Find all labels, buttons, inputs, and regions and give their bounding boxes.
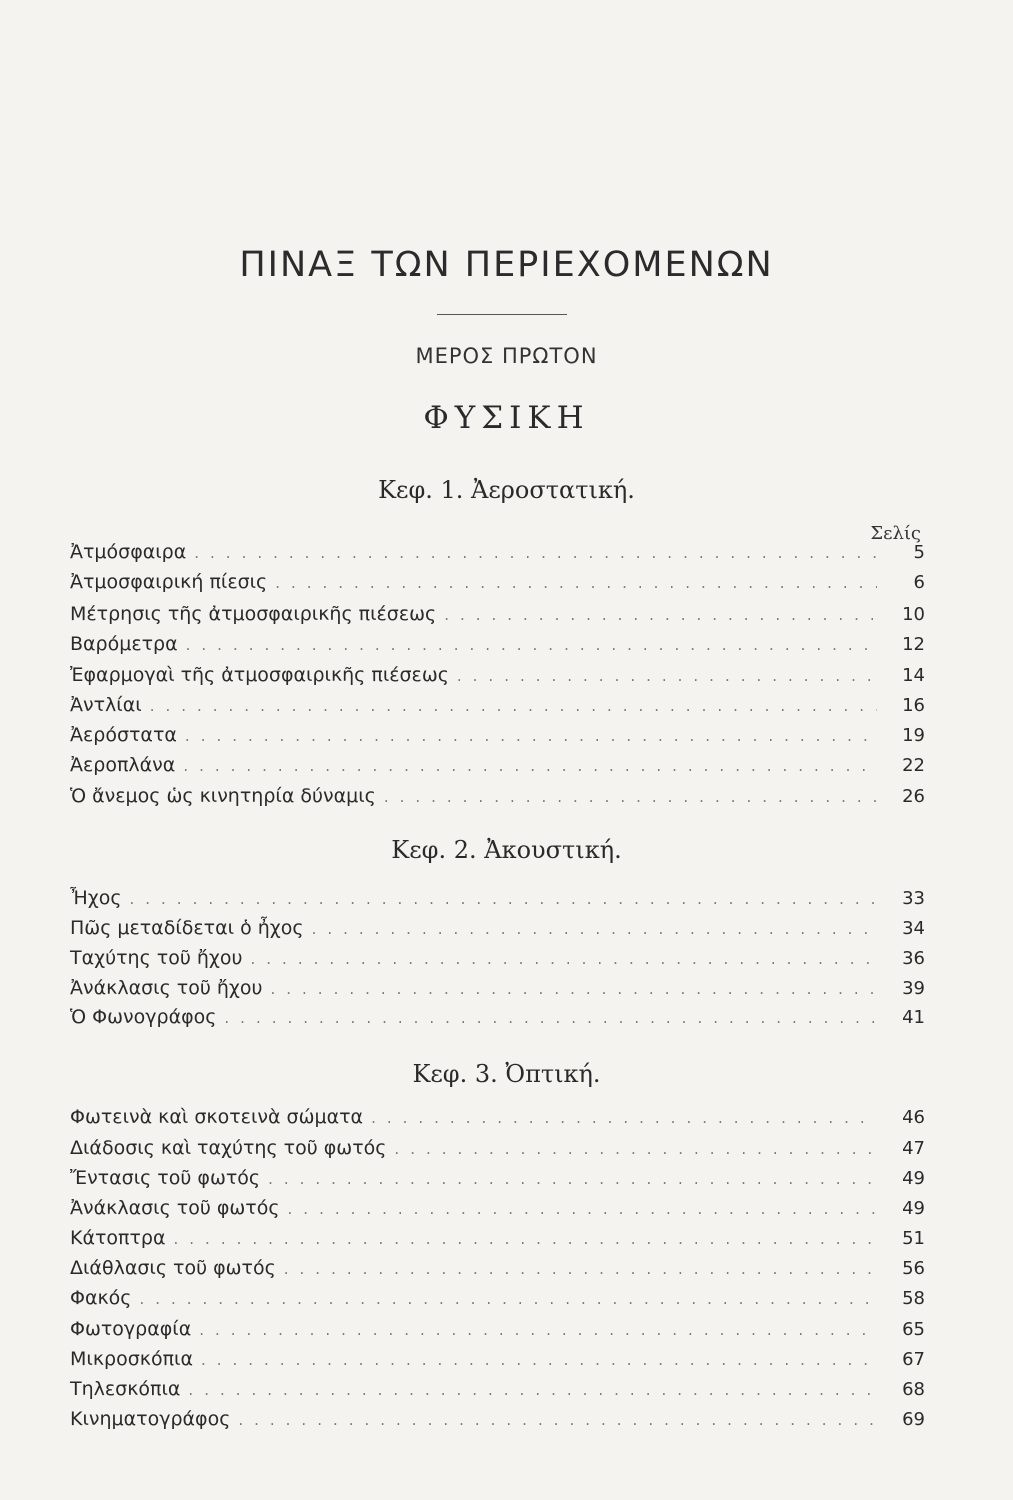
toc-entry	[70, 724, 925, 754]
entry-page: 47	[902, 1138, 925, 1159]
leader-dots	[444, 606, 877, 624]
toc-entry	[70, 754, 925, 784]
subject-title: ΦΥΣΙΚΗ	[423, 400, 590, 436]
toc-entry	[70, 1227, 925, 1257]
entry-label: Ἦχος	[70, 887, 122, 909]
entry-label: Φακός	[70, 1287, 132, 1309]
leader-dots	[284, 1260, 877, 1278]
toc-entry	[70, 887, 925, 917]
entry-page: 58	[902, 1288, 925, 1309]
toc-entry	[70, 977, 925, 1007]
entry-label: Ὁ ἄνεμος ὡς κινητηρία δύναμις	[70, 785, 376, 807]
entry-label: Ἐφαρμογαὶ τῆς ἀτμοσφαιρικῆς πιέσεως	[70, 664, 449, 686]
entry-label: Ἀνάκλασις τοῦ φωτός	[70, 1197, 280, 1219]
toc-entry	[70, 1378, 925, 1408]
toc-entry	[70, 1006, 925, 1036]
chapter-title-2: Κεφ. 2. Ἀκουστική.	[391, 836, 622, 864]
leader-dots	[394, 1140, 877, 1158]
entry-page: 56	[902, 1258, 925, 1279]
leader-dots	[275, 574, 877, 592]
toc-entry	[70, 664, 925, 694]
entry-page: 5	[913, 542, 925, 563]
entry-label: Ὁ Φωνογράφος	[70, 1006, 217, 1028]
entry-page: 41	[902, 1007, 925, 1028]
leader-dots	[194, 544, 877, 562]
toc-entry	[70, 917, 925, 947]
toc-entry	[70, 541, 925, 571]
toc-entry	[70, 785, 925, 815]
title-divider	[437, 314, 567, 315]
leader-dots	[201, 1351, 877, 1369]
chapter-title-1: Κεφ. 1. Ἀεροστατική.	[378, 476, 635, 504]
chapter-title-3: Κεφ. 3. Ὀπτική.	[412, 1060, 601, 1088]
leader-dots	[271, 980, 878, 998]
toc-entry	[70, 1408, 925, 1438]
leader-dots	[186, 636, 877, 654]
entry-label: Ἀντλίαι	[70, 694, 142, 716]
entry-page: 68	[902, 1379, 925, 1400]
leader-dots	[185, 727, 877, 745]
leader-dots	[130, 890, 878, 908]
leader-dots	[139, 1290, 877, 1308]
leader-dots	[312, 920, 877, 938]
toc-entry	[70, 1137, 925, 1167]
entry-page: 51	[902, 1228, 925, 1249]
entry-label: Ἀεροπλάνα	[70, 754, 176, 776]
entry-label: Διάθλασις τοῦ φωτός	[70, 1257, 276, 1279]
entry-page: 19	[902, 725, 925, 746]
toc-entry	[70, 694, 925, 724]
leader-dots	[238, 1411, 877, 1429]
leader-dots	[251, 950, 877, 968]
entry-page: 6	[913, 572, 925, 593]
leader-dots	[150, 697, 877, 715]
toc-entry	[70, 1348, 925, 1378]
entry-page: 49	[902, 1198, 925, 1219]
leader-dots	[268, 1170, 877, 1188]
entry-label: Διάδοσις καὶ ταχύτης τοῦ φωτός	[70, 1137, 387, 1159]
toc-entry	[70, 1197, 925, 1227]
entry-page: 36	[902, 948, 925, 969]
toc-entry	[70, 603, 925, 633]
entry-label: Μέτρησις τῆς ἀτμοσφαιρικῆς πιέσεως	[70, 603, 437, 625]
entry-page: 10	[902, 604, 925, 625]
entry-page: 22	[902, 755, 925, 776]
entry-label: Μικροσκόπια	[70, 1348, 193, 1370]
page-title: ΠΙΝΑΞ ΤΩΝ ΠΕΡΙΕΧΟΜΕΝΩΝ	[239, 245, 774, 285]
entry-label: Φωτογραφία	[70, 1318, 192, 1340]
part-title: ΜΕΡΟΣ ΠΡΩΤΟΝ	[415, 344, 598, 368]
leader-dots	[384, 788, 877, 806]
leader-dots	[174, 1230, 877, 1248]
entry-page: 39	[902, 978, 925, 999]
entry-label: Ἀτμοσφαιρική πίεσις	[70, 571, 268, 593]
toc-entry	[70, 1257, 925, 1287]
toc-entry	[70, 1106, 925, 1136]
leader-dots	[199, 1321, 877, 1339]
leader-dots	[288, 1200, 877, 1218]
entry-label: Φωτεινὰ καὶ σκοτεινὰ σώματα	[70, 1106, 364, 1128]
entry-label: Ταχύτης τοῦ ἤχου	[70, 947, 243, 969]
entry-page: 49	[902, 1168, 925, 1189]
toc-entry	[70, 571, 925, 601]
entry-page: 69	[902, 1409, 925, 1430]
entry-label: Τηλεσκόπια	[70, 1378, 181, 1400]
entry-page: 34	[902, 918, 925, 939]
toc-entry	[70, 1318, 925, 1348]
toc-entry	[70, 1167, 925, 1197]
toc-entry	[70, 947, 925, 977]
entry-label: Ἀερόστατα	[70, 724, 177, 746]
entry-page: 33	[902, 888, 925, 909]
entry-page: 14	[902, 665, 925, 686]
leader-dots	[224, 1009, 877, 1027]
page-column-label: Σελίς	[870, 523, 921, 544]
entry-label: Κάτοπτρα	[70, 1227, 166, 1249]
entry-page: 26	[902, 786, 925, 807]
entry-page: 12	[902, 634, 925, 655]
leader-dots	[183, 757, 877, 775]
leader-dots	[188, 1381, 877, 1399]
entry-label: Βαρόμετρα	[70, 633, 178, 655]
entry-label: Κινηματογράφος	[70, 1408, 231, 1430]
entry-page: 46	[902, 1107, 925, 1128]
entry-label: Ἔντασις τοῦ φωτός	[70, 1167, 261, 1189]
entry-label: Πῶς μεταδίδεται ὁ ἦχος	[70, 917, 304, 939]
entry-page: 16	[902, 695, 925, 716]
entry-label: Ἀνάκλασις τοῦ ἤχου	[70, 977, 263, 999]
toc-entry	[70, 1287, 925, 1317]
entry-page: 65	[902, 1319, 925, 1340]
leader-dots	[457, 667, 877, 685]
entry-page: 67	[902, 1349, 925, 1370]
toc-entry	[70, 633, 925, 663]
leader-dots	[371, 1109, 877, 1127]
entry-label: Ἀτμόσφαιρα	[70, 541, 187, 563]
